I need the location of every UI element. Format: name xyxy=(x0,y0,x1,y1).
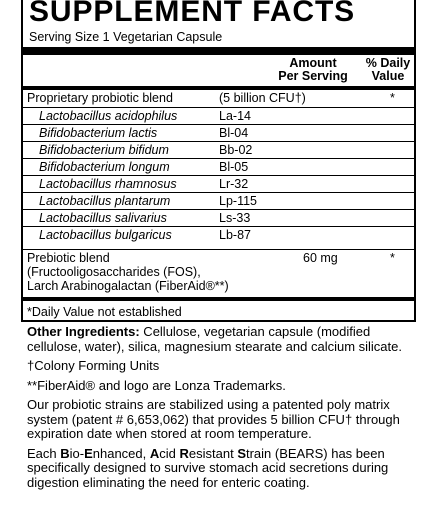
fiberaid-note: **FiberAid® and logo are Lonza Trademarks. xyxy=(27,377,286,393)
prebiotic-name: Prebiotic blend (Fructooligosaccharides (FOS), Larch Arabinogalactan (FiberAid®**) xyxy=(27,251,229,293)
label-text xyxy=(27,325,425,495)
blend-name: Proprietary probiotic blend xyxy=(27,91,173,105)
panel-title: SUPPLEMENT FACTS xyxy=(29,0,356,28)
stabilized-paragraph: Our probiotic strains are stabilized using a patented poly matrix system (patent # 6,653,062) that provides 5 billion CFU† through expiration date when stored at room temperature. xyxy=(27,397,400,441)
blend-dv: * xyxy=(390,91,395,105)
prebiotic-dv: * xyxy=(390,251,395,265)
footer-divider xyxy=(23,297,414,301)
table-row: Lactobacillus salivarius Ls-33 xyxy=(23,209,414,226)
daily-value-note: *Daily Value not established xyxy=(27,305,182,319)
cfu-note: †Colony Forming Units xyxy=(27,358,160,373)
table-row: Bifidobacterium bifidum Bb-02 xyxy=(23,141,414,158)
daily-value-header: % Daily Value xyxy=(365,56,411,83)
supplement-facts-panel xyxy=(21,0,416,322)
blend-amount: (5 billion CFU†) xyxy=(219,91,306,105)
thick-divider xyxy=(23,47,414,55)
prebiotic-row xyxy=(23,249,414,297)
table-row: Bifidobacterium lactis Bl-04 xyxy=(23,124,414,141)
serving-size: Serving Size 1 Vegetarian Capsule xyxy=(29,30,223,44)
table-row: Bifidobacterium longum Bl-05 xyxy=(23,158,414,175)
blend-row xyxy=(23,90,414,107)
bears-paragraph: Each Bio-Enhanced, Acid Resistant Strain (BEARS) has been specifically designed to survive stomach acid secretions during digestion eliminating the need for enteric coating. xyxy=(27,445,389,490)
table-row: Lactobacillus rhamnosus Lr-32 xyxy=(23,175,414,192)
table-row: Lactobacillus acidophilus La-14 xyxy=(23,107,414,124)
table-row: Lactobacillus bulgaricus Lb-87 xyxy=(23,226,414,243)
other-ingredients: Other Ingredients: Cellulose, vegetarian capsule (modified cellulose, water), silica, magnesium stearate and calcium silicate. xyxy=(27,324,402,354)
prebiotic-amount: 60 mg xyxy=(303,251,338,265)
table-row: Lactobacillus plantarum Lp-115 xyxy=(23,192,414,209)
amount-header: Amount Per Serving xyxy=(278,56,348,83)
